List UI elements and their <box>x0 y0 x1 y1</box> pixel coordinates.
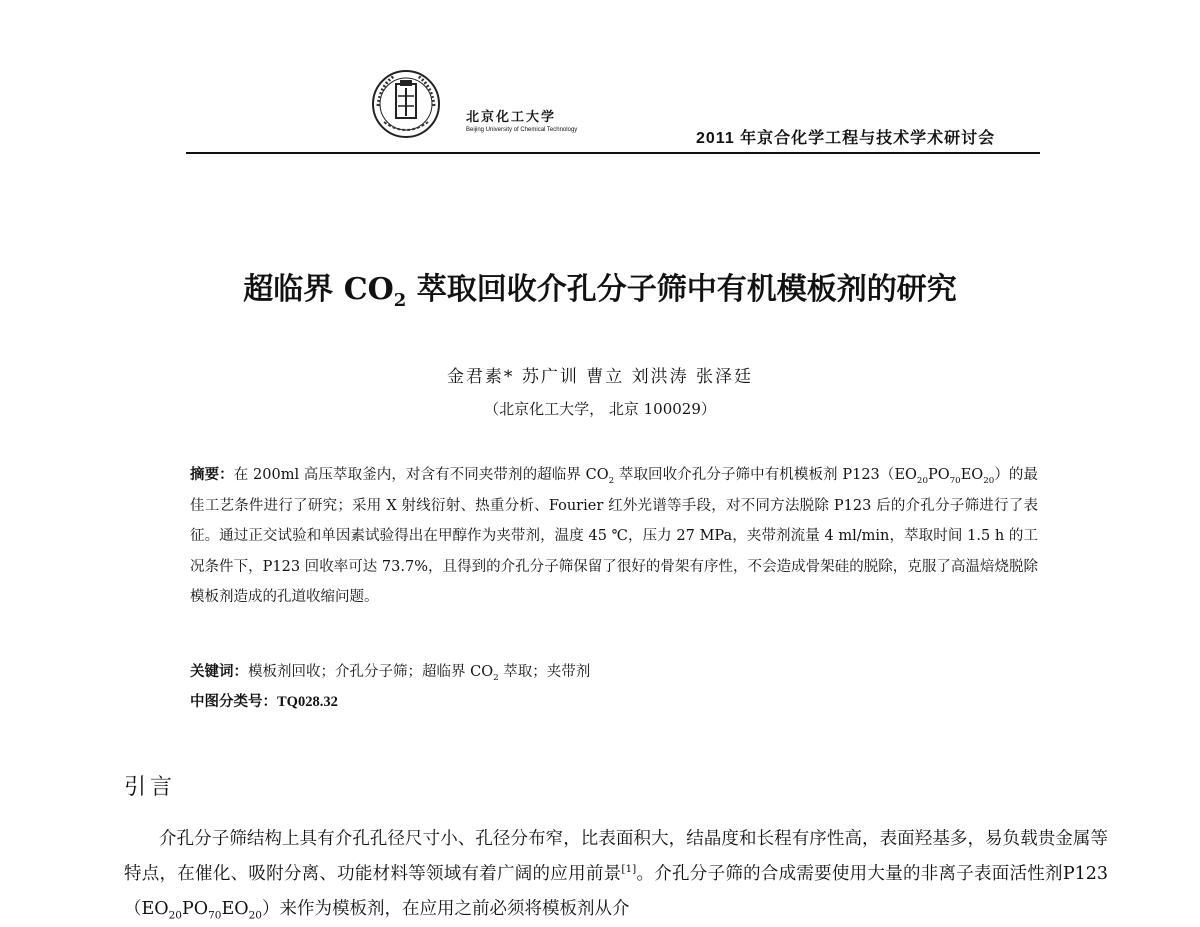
university-name-en: Beijing University of Chemical Technology <box>466 127 578 133</box>
abstract-text: 在 200ml 高压萃取釜内，对含有不同夹带剂的超临界 CO <box>233 467 609 483</box>
authors: 金君素* 苏广训 曹立 刘洪涛 张泽廷 <box>446 367 754 387</box>
intro-text: EO <box>221 899 249 919</box>
university-name-cn: 北京化工大学 <box>466 110 557 125</box>
intro-text: 介孔分子筛结构上具有介孔孔径尺寸小、孔径分布窄，比表面积大，结晶度和长程有序性高，表面羟基多，易负载贵金属等特点，在催化、吸附分离、功能材料等领域有着广阔的应用前景 <box>124 829 1108 884</box>
section-heading-intro: 引言 <box>124 775 177 800</box>
header-rule <box>186 152 1040 154</box>
classification <box>190 690 338 711</box>
abstract-sub: 20 <box>983 475 995 486</box>
intro-text: PO <box>182 899 209 919</box>
abstract-label: 摘要： <box>190 466 234 483</box>
intro-sub: 70 <box>208 909 222 922</box>
keywords <box>190 660 590 681</box>
university-seal-icon <box>370 66 442 142</box>
keywords-text: 模板剂回收；介孔分子筛；超临界 CO <box>248 664 494 680</box>
abstract-sub: 2 <box>608 475 615 486</box>
keywords-label: 关键词： <box>190 663 248 680</box>
abstract-sub: 20 <box>916 475 928 486</box>
classification-value: TQ028.32 <box>277 694 338 710</box>
keywords-text: 萃取；夹带剂 <box>498 664 591 680</box>
abstract-text: EO <box>960 467 984 483</box>
keywords-sub: 2 <box>493 672 499 683</box>
intro-paragraph <box>124 822 1108 927</box>
abstract <box>190 460 1038 613</box>
paper-title <box>150 264 1050 311</box>
intro-sub: 20 <box>168 909 182 922</box>
abstract-sub: 70 <box>949 475 961 486</box>
title-text-pre: 超临界 CO <box>243 272 394 307</box>
title-subscript: 2 <box>393 290 407 311</box>
conference-name: 2011 年京合化学工程与技术学术研讨会 <box>696 130 996 147</box>
citation-ref[interactable]: [1] <box>621 863 637 876</box>
abstract-text: PO <box>927 467 950 483</box>
title-text-post: 萃取回收介孔分子筛中有机模板剂的研究 <box>406 272 957 307</box>
classification-label: 中图分类号： <box>190 693 277 710</box>
abstract-text: ）的最佳工艺条件进行了研究；采用 X 射线衍射、热重分析、Fourier 红外光谱等手段，对不同方法脱除 P123 后的介孔分子筛进行了表征。通过正交试验和单因素试验得出在甲醇作为夹带剂，温度 45 ℃，压力 27 MPa，夹带剂流量 4 ml/min，萃取时间 1.5 h 的工况条件下，P123 回收率可达 73.7%，且得到的介孔分子筛保留了很好的骨架有序性，不会造成骨架硅的脱除，克服了高温焙烧脱除模板剂造成的孔道收缩问题。 <box>190 467 1039 605</box>
intro-text: 。介孔分子筛的合成需要使用大量的非离子表面活性剂P123（EO <box>124 864 1108 919</box>
affiliation: （北京化工大学， 北京 100029） <box>484 400 716 418</box>
abstract-text: 萃取回收介孔分子筛中有机模板剂 P123（EO <box>614 467 917 483</box>
intro-text: ）来作为模板剂，在应用之前必须将模板剂从介 <box>262 899 630 919</box>
intro-sub: 20 <box>248 909 262 922</box>
